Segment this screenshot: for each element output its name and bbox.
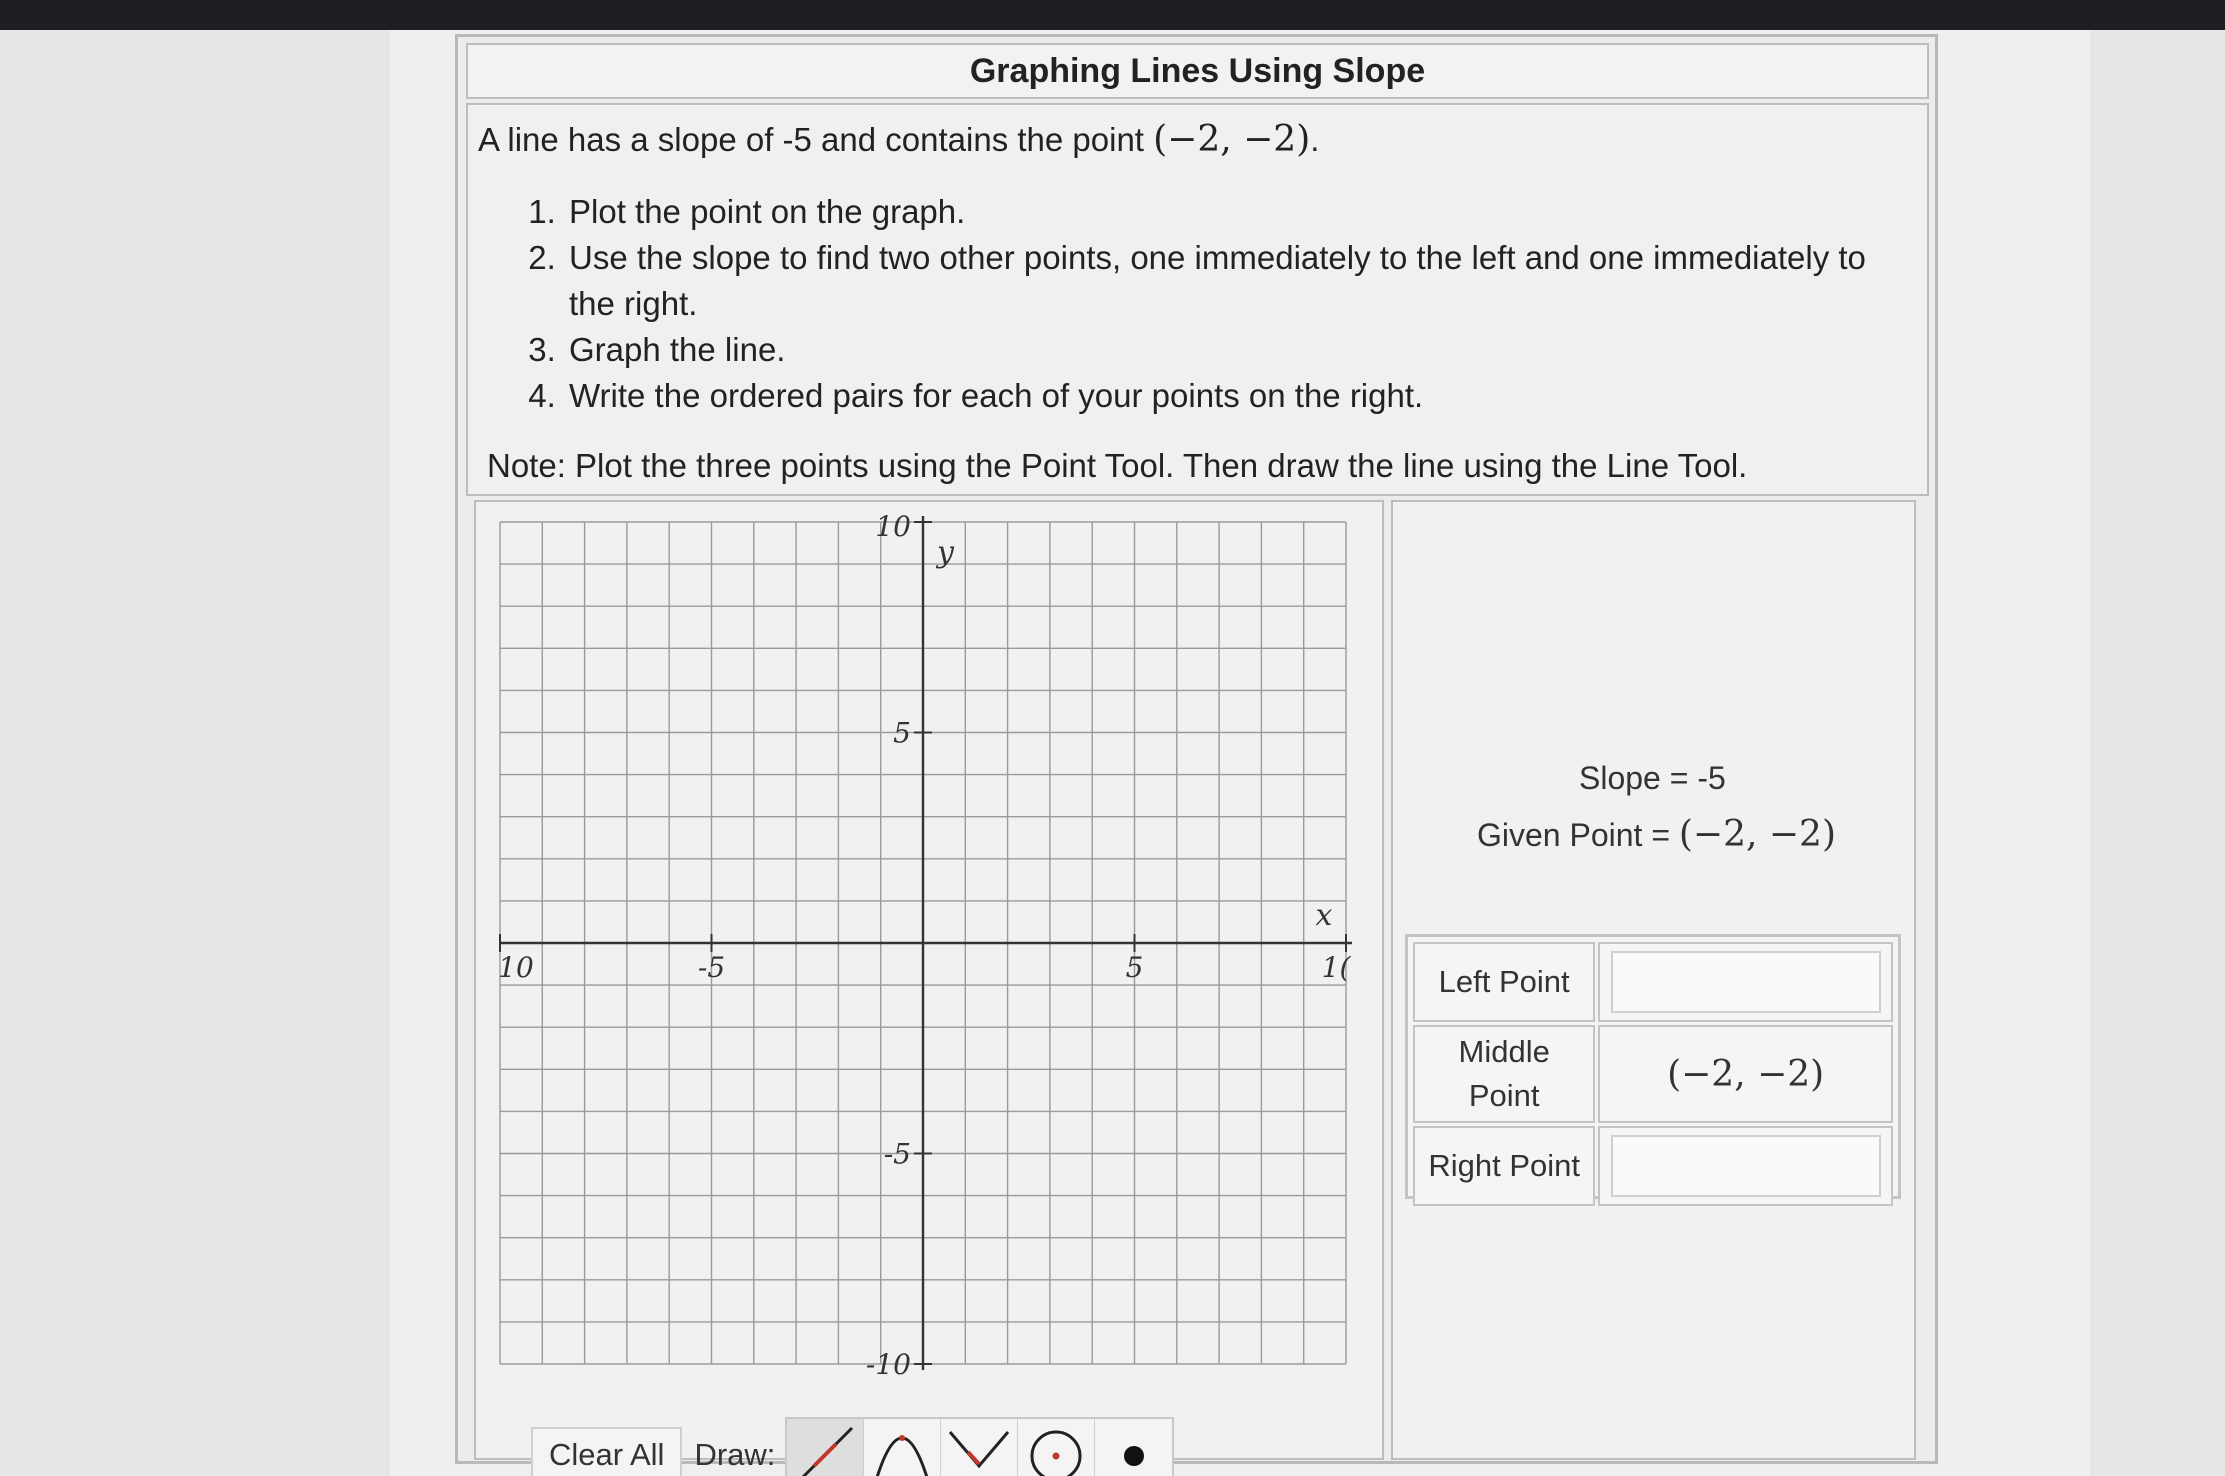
- question-panel: [455, 34, 1938, 1472]
- middle-point-value: (−2, −2): [1598, 1025, 1893, 1123]
- line-tool-icon: [790, 1422, 860, 1476]
- point-tool-icon: [1099, 1422, 1169, 1476]
- x-tick-label: -5: [697, 951, 726, 984]
- instruction-step: 3. Graph the line.: [565, 327, 1917, 373]
- y-tick-label: 10: [875, 510, 911, 543]
- given-point-info: [1393, 814, 1914, 855]
- ordered-pairs-table: [1405, 934, 1901, 1199]
- left-point-input[interactable]: [1611, 951, 1881, 1013]
- tool-note: Note: Plot the three points using the Point Tool. Then draw the line using the Line Tool.: [487, 447, 1748, 484]
- axes: [500, 516, 1352, 1370]
- slope-info: Slope = -5: [1579, 760, 1726, 796]
- stem-point: (−2, −2): [1153, 119, 1311, 160]
- circle-tool-button[interactable]: [1018, 1419, 1095, 1476]
- tick-labels: [498, 510, 1351, 1381]
- drawing-toolbar: [531, 1420, 1174, 1476]
- parabola-up-tool-button[interactable]: [941, 1419, 1018, 1476]
- circle-tool-icon: [1021, 1422, 1091, 1476]
- x-tick-label: 10: [498, 951, 534, 984]
- instruction-step: 4. Write the ordered pairs for each of your points on the right.: [565, 373, 1917, 419]
- parabola-down-icon: [867, 1422, 937, 1476]
- draw-label: Draw:: [694, 1437, 776, 1472]
- right-point-label: Right Point: [1413, 1126, 1595, 1206]
- x-tick-label: 5: [1125, 951, 1144, 984]
- x-tick-label: 1(: [1321, 951, 1351, 984]
- middle-point-label: [1413, 1025, 1595, 1123]
- question-text: [466, 103, 1929, 496]
- parabola-down-tool-button[interactable]: [864, 1419, 941, 1476]
- given-point-label: Given Point =: [1477, 817, 1679, 853]
- draw-tools: [785, 1417, 1174, 1476]
- instruction-step: 1. Plot the point on the graph.: [565, 189, 1917, 235]
- top-bar: [0, 0, 2225, 30]
- page-title: Graphing Lines Using Slope: [466, 43, 1929, 99]
- line-tool-button[interactable]: [787, 1419, 864, 1476]
- middle-label-line2: Point: [1468, 1078, 1540, 1113]
- coordinate-plane[interactable]: [478, 504, 1382, 1422]
- parabola-up-icon: [944, 1422, 1014, 1476]
- instruction-list: [565, 189, 1917, 419]
- y-tick-label: -5: [883, 1137, 911, 1171]
- y-tick-label: 5: [893, 716, 911, 750]
- point-tool-button[interactable]: [1095, 1419, 1172, 1476]
- left-point-label: Left Point: [1413, 942, 1595, 1022]
- x-axis-label: x: [1315, 898, 1333, 933]
- right-point-input[interactable]: [1611, 1135, 1881, 1197]
- question-stem: [478, 115, 1917, 165]
- clear-all-button[interactable]: Clear All: [531, 1427, 682, 1476]
- y-axis-label: y: [937, 535, 954, 570]
- answer-area: [1391, 500, 1916, 1460]
- instruction-step: 2. Use the slope to find two other points, one immediately to the left and one immediately to the right.: [565, 235, 1917, 327]
- given-point-value: (−2, −2): [1678, 814, 1837, 855]
- y-tick-label: -10: [865, 1348, 911, 1381]
- middle-label-line1: Middle: [1458, 1034, 1550, 1069]
- stem-text: A line has a slope of -5 and contains the point: [478, 121, 1154, 158]
- stem-end: .: [1310, 121, 1320, 158]
- graph-area: [474, 500, 1384, 1472]
